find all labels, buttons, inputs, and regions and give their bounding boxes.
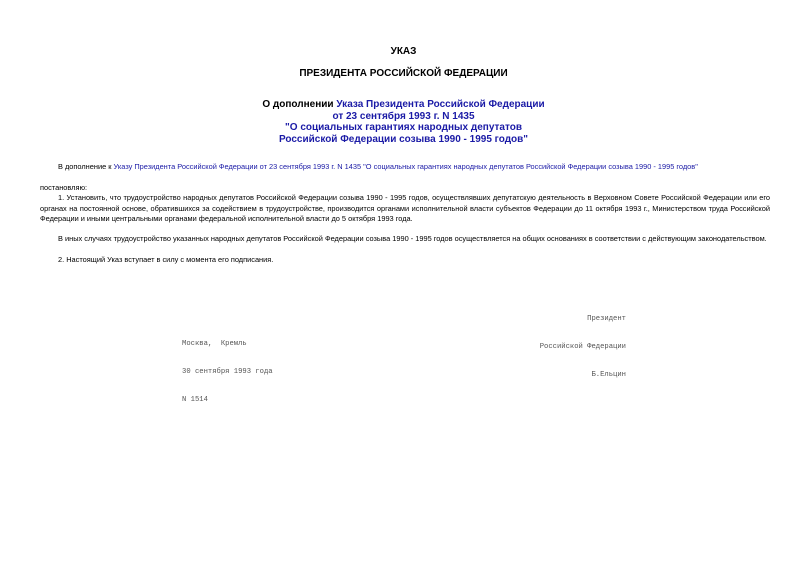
signature-country: Российской Федерации xyxy=(539,343,626,352)
paragraph-1-text: 1. Установить, что трудоустройство народных депутатов Российской Федерации созыва 1990 - 1995 годов, осуществлявших депутатскую деятельность в Верховном Совете Российской Федерации или его органах на постоянной основе, обратившихся за содействием в трудоустройстве, производится органами исполнительной власти субъектов Федерации до 11 октября 1993 г., Министерством труда Российской Федерации и иными центральными органами федеральной исполнительной власти до 5 октября 1993 года. xyxy=(40,193,770,223)
title-line-3: "О социальных гарантиях народных депутатов xyxy=(285,122,522,133)
intro-prefix: В дополнение к xyxy=(58,162,114,171)
title-prefix: О дополнении xyxy=(262,99,337,110)
title-line-2: от 23 сентября 1993 г. N 1435 xyxy=(332,110,475,122)
referenced-decree-link[interactable]: Указа Президента Российской Федерации xyxy=(336,99,545,110)
signature-name: Б.Ельцин xyxy=(591,371,626,380)
paragraph-2-text: В иных случаях трудоустройство указанных народных депутатов Российской Федерации созыва 1990 - 1995 годов осуществляется на общих основаниях в соответствии с действующим законодательством. xyxy=(58,234,767,243)
paragraph-3-text: 2. Настоящий Указ вступает в силу с момента его подписания. xyxy=(58,255,274,264)
paragraph-3 xyxy=(40,255,770,266)
document-title xyxy=(0,99,807,145)
paragraph-2 xyxy=(40,234,770,245)
paragraph-1 xyxy=(40,193,770,225)
decree-number: N 1514 xyxy=(182,396,208,405)
intro-paragraph xyxy=(40,162,770,173)
signature-title: Президент xyxy=(587,314,626,323)
intro-decree-link[interactable]: Указу Президента Российской Федерации от 23 сентября 1993 г. N 1435 "О социальных гарантиях народных депутатов Российской Федерации созыва 1990 - 1995 годов" xyxy=(113,162,698,171)
title-line-1 xyxy=(0,99,807,111)
decree-word: постановляю: xyxy=(40,183,88,192)
title-line-4: Российской Федерации созыва 1990 - 1995 годов" xyxy=(278,133,529,145)
place-date-block xyxy=(182,321,273,424)
document-type-heading: УКАЗ xyxy=(390,46,417,57)
place: Москва, Кремль xyxy=(182,339,247,348)
signature-block xyxy=(470,296,626,399)
date: 30 сентября 1993 года xyxy=(182,368,273,377)
issuer-heading: ПРЕЗИДЕНТА РОССИЙСКОЙ ФЕДЕРАЦИИ xyxy=(299,68,508,79)
